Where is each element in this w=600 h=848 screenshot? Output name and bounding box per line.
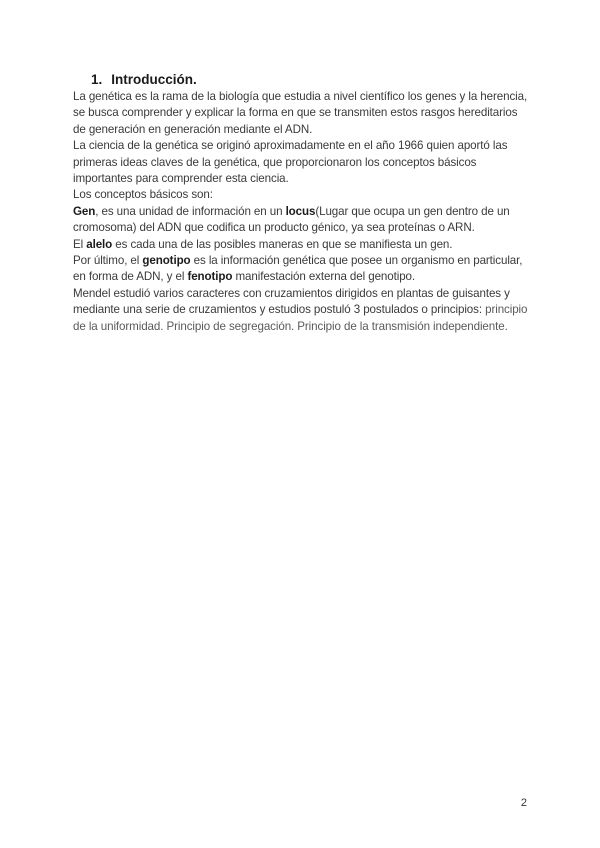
mendel-text-part1: Mendel estudió varios caracteres con cruzamientos dirigidos en plantas de guisantes y mediante una serie de cruzamientos y estudios postuló 3 postulados o principios: bbox=[73, 286, 510, 317]
paragraph-genetics-definition: La genética es la rama de la biología que estudia a nivel científico los genes y la herencia, se busca comprender y explicar la forma en que se transmiten estos rasgos hereditarios de generación en generación mediante el ADN. bbox=[73, 90, 528, 136]
section-heading bbox=[91, 72, 533, 87]
paragraph-genetics-origin: La ciencia de la genética se originó aproximadamente en el año 1966 quien aportó las primeras ideas claves de la genética, que proporcionaron los conceptos básicos importantes para comprender esta ciencia. bbox=[73, 139, 508, 186]
geno-text-part3: manifestación externa del genotipo. bbox=[232, 270, 416, 284]
term-genotipo: genotipo bbox=[142, 254, 191, 268]
paragraph-genotipo-fenotipo bbox=[73, 253, 533, 286]
term-alelo: alelo bbox=[86, 237, 113, 251]
gen-text-part1: , es una unidad de información en un bbox=[95, 204, 286, 218]
term-locus: locus bbox=[285, 204, 316, 218]
paragraph-gen-definition bbox=[73, 204, 533, 237]
gen-text-part2: (Lugar que ocupa un gen dentro de un cromosoma) del ADN que codifica un producto génico, ya sea proteínas o ARN. bbox=[73, 204, 510, 235]
term-gen: Gen bbox=[73, 204, 96, 218]
paragraph-basic-concepts-intro: Los conceptos básicos son: bbox=[73, 188, 213, 202]
geno-text-part1: Por último, el bbox=[73, 254, 143, 268]
paragraph-alelo-definition bbox=[73, 237, 533, 253]
alelo-text-part1: El bbox=[73, 237, 87, 251]
section-title: Introducción. bbox=[111, 72, 197, 87]
document-body bbox=[73, 72, 533, 335]
term-fenotipo: fenotipo bbox=[187, 270, 233, 284]
alelo-text-part2: es cada una de las posibles maneras en que se manifiesta un gen. bbox=[112, 237, 453, 251]
paragraph-mendel bbox=[73, 286, 533, 335]
mendel-principles: principio de la uniformidad. Principio de segregación. Principio de la transmisión independiente. bbox=[73, 303, 528, 333]
page-number: 2 bbox=[520, 797, 527, 809]
geno-text-part2: es la información genética que posee un organismo en particular, en forma de ADN, y el bbox=[73, 254, 523, 284]
section-number: 1. bbox=[91, 72, 103, 87]
